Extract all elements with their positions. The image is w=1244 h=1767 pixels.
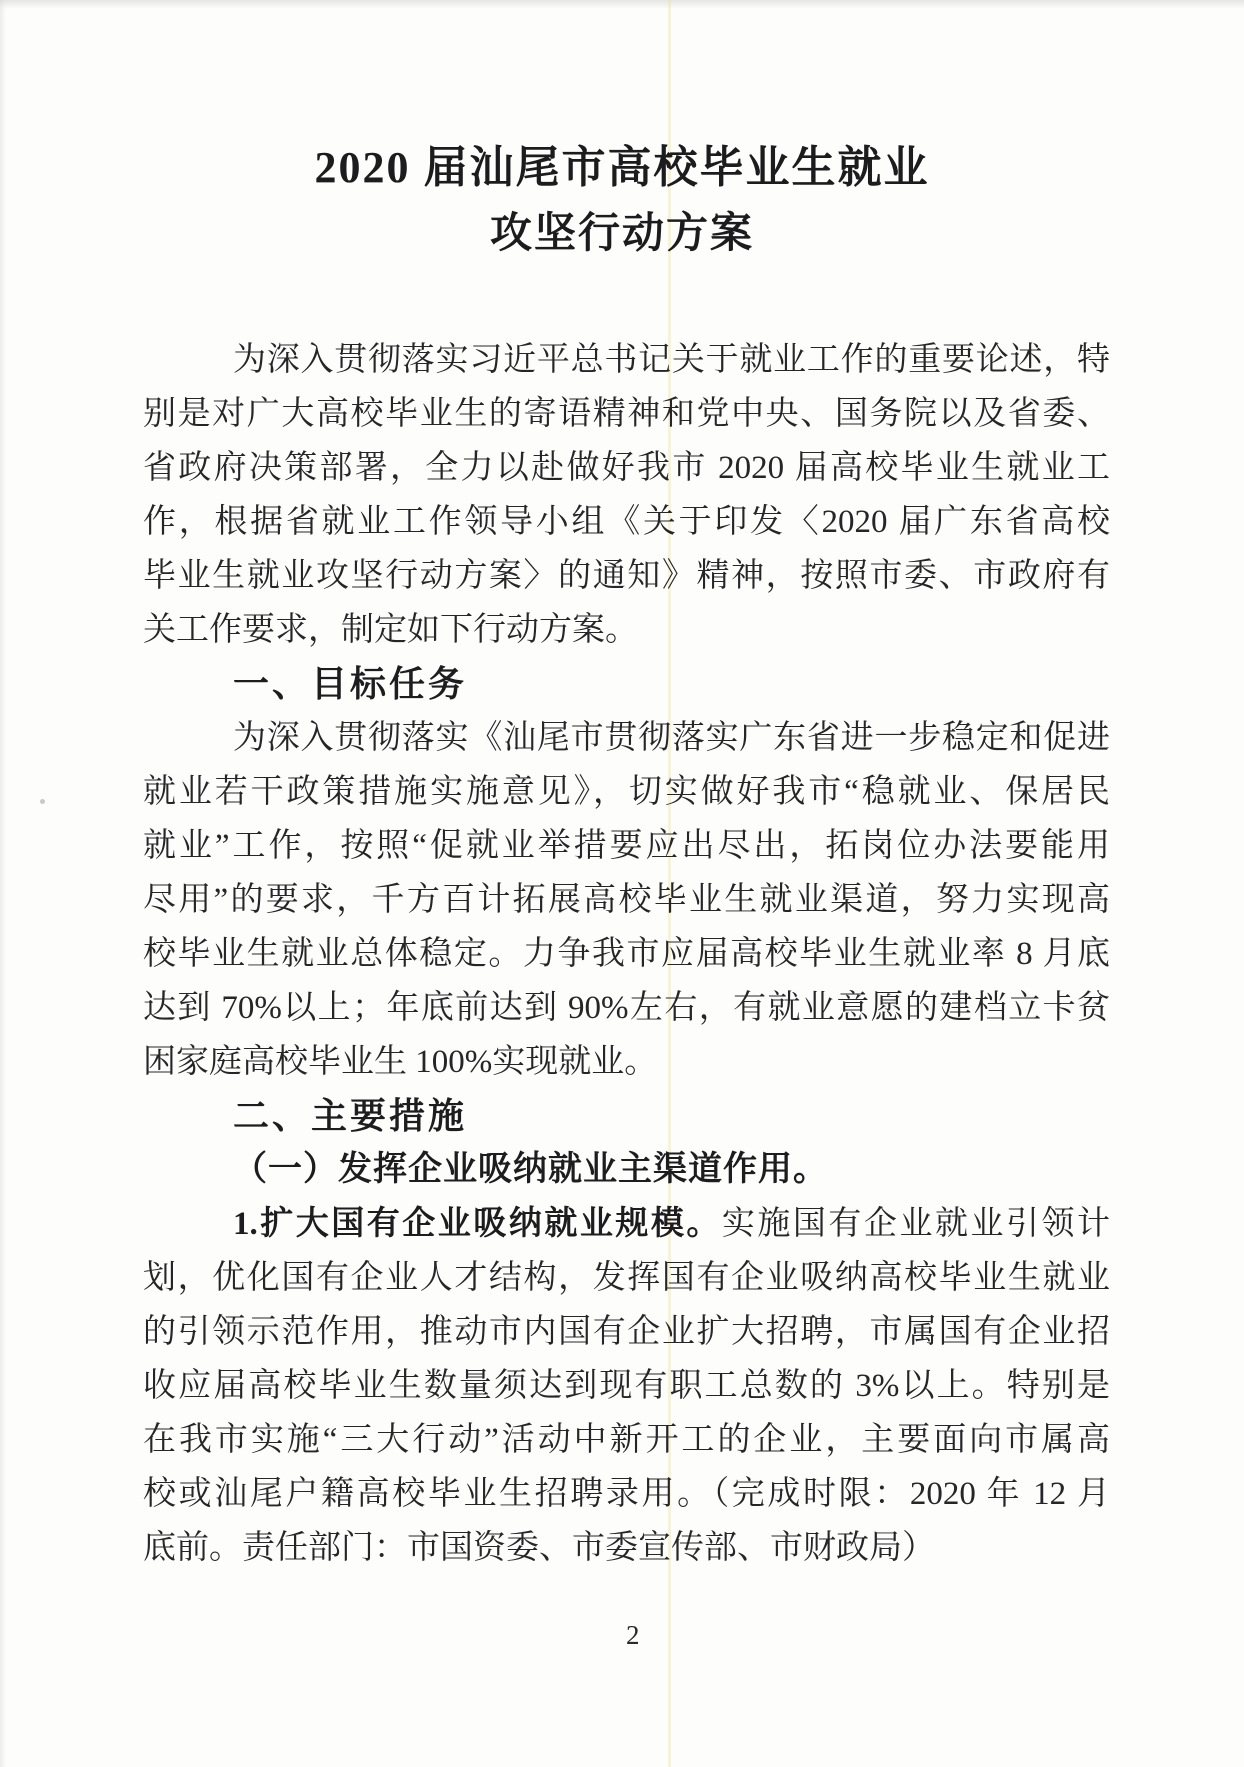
- document-line: 毕业生就业攻坚行动方案〉的通知》精神，按照市委、市政府有: [143, 558, 1110, 594]
- document-title-line-1: 2020 届汕尾市高校毕业生就业: [314, 143, 930, 192]
- document-line: 就业若干政策措施实施意见》，切实做好我市“稳就业、保居民: [143, 774, 1110, 810]
- document-line: 为深入贯彻落实《汕尾市贯彻落实广东省进一步稳定和促进: [233, 720, 1110, 756]
- scan-top-edge-artifact: [0, 0, 1244, 9]
- document-line: 校毕业生就业总体稳定。力争我市应届高校毕业生就业率 8 月底: [143, 936, 1110, 972]
- document-line: 困家庭高校毕业生 100%实现就业。: [143, 1044, 658, 1080]
- scan-speck-artifact: [40, 799, 45, 804]
- section-heading: 一、目标任务: [233, 663, 468, 704]
- document-line: 作，根据省就业工作领导小组《关于印发〈2020 届广东省高校: [143, 504, 1110, 540]
- document-line: 划，优化国有企业人才结构，发挥国有企业吸纳高校毕业生就业: [143, 1260, 1110, 1296]
- document-body: [143, 333, 1110, 1575]
- document-line: 校或汕尾户籍高校毕业生招聘录用。（完成时限：2020 年 12 月: [143, 1476, 1110, 1512]
- document-line: 的引领示范作用，推动市内国有企业扩大招聘，市属国有企业招: [143, 1314, 1110, 1350]
- section-heading: （一）发挥企业吸纳就业主渠道作用。: [233, 1151, 828, 1188]
- line-bold-lead: 1.扩大国有企业吸纳就业规模。: [233, 1206, 722, 1242]
- document-line: 收应届高校毕业生数量须达到现有职工总数的 3%以上。特别是: [143, 1368, 1110, 1404]
- section-heading: 二、主要措施: [233, 1095, 468, 1136]
- document-line: 1.扩大国有企业吸纳就业规模。实施国有企业就业引领计: [233, 1206, 1111, 1242]
- document-title: [0, 138, 1244, 262]
- page-number: 2: [626, 1620, 640, 1650]
- document-title-line-2: 攻坚行动方案: [489, 211, 754, 257]
- document-line: 就业”工作，按照“促就业举措要应出尽出，拓岗位办法要能用: [143, 828, 1110, 864]
- document-line: 关工作要求，制定如下行动方案。: [143, 612, 638, 648]
- document-line: 底前。责任部门：市国资委、市委宣传部、市财政局）: [143, 1530, 935, 1566]
- document-line: 为深入贯彻落实习近平总书记关于就业工作的重要论述，特: [233, 342, 1110, 378]
- document-line: 在我市实施“三大行动”活动中新开工的企业，主要面向市属高: [143, 1422, 1110, 1458]
- scan-left-edge-artifact: [0, 0, 6, 1767]
- document-line: 尽用”的要求，千方百计拓展高校毕业生就业渠道，努力实现高: [143, 882, 1110, 918]
- document-line: 达到 70%以上；年底前达到 90%左右，有就业意愿的建档立卡贫: [143, 990, 1110, 1026]
- document-line: 别是对广大高校毕业生的寄语精神和党中央、国务院以及省委、: [143, 396, 1110, 432]
- document-line: 省政府决策部署，全力以赴做好我市 2020 届高校毕业生就业工: [143, 450, 1110, 486]
